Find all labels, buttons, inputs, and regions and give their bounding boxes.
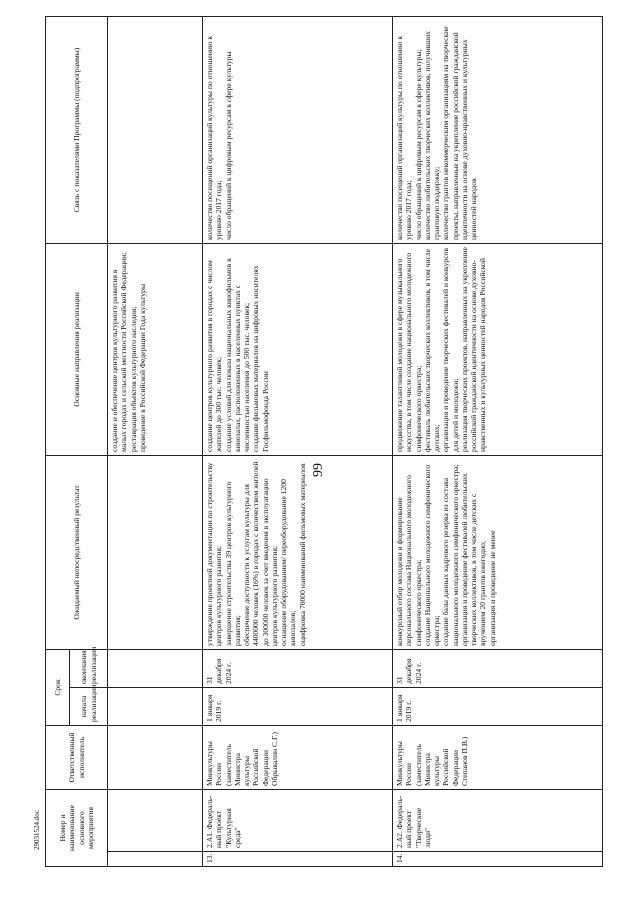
row-end: 31 декабря 2024 г. bbox=[393, 649, 603, 687]
rotated-table-sheet bbox=[45, 17, 605, 867]
direction-item: продвижение талантливой молодежи в сфере музыкального искусства, в том числе создание национального молодежного симфонического оркестра; bbox=[395, 252, 423, 452]
continued-direction-item: создание и обеспечение центров культурного развития в малых городах и сельской местности Российской Федерации; bbox=[110, 252, 129, 452]
result-item: оснащение оборудованием/ переоборудование 1200 кинозалов; bbox=[279, 479, 298, 646]
row-start: 1 января 2019 г. bbox=[393, 687, 603, 725]
program-table bbox=[45, 16, 603, 867]
result-item: организация и проведение не менее bbox=[487, 530, 497, 646]
continued-direction-item: проведение в Российской Федерации Года культуры bbox=[137, 283, 147, 452]
header-result: Ожидаемый непосредственный результат bbox=[46, 455, 108, 649]
direction-item: фестиваль любительских творческих коллективов, в том числе детских; bbox=[422, 248, 441, 452]
direction-item: создание центров культурного развития в городах с числом жителей до 300 тыс. человек; bbox=[205, 260, 224, 452]
link-item: число обращений к цифровым ресурсам в сфере культуры bbox=[223, 51, 233, 240]
row-result bbox=[203, 455, 393, 649]
header-end: окончания реализации bbox=[70, 649, 108, 687]
table-row-continued bbox=[108, 16, 203, 866]
link-item: число обращений к цифровым ресурсам в сфере культуры; bbox=[413, 49, 423, 240]
result-item: создание базы данных кадрового резерва из состава национального молодежного симфонического оркестра; bbox=[441, 464, 460, 646]
row-result bbox=[393, 455, 603, 649]
result-item: организация и проведение фестивалей любительских творческих коллективов, в том числе детских с вручением 20 грантов ежегодно; bbox=[459, 473, 488, 646]
header-link: Связь с показателями Программы (подпрограммы) bbox=[46, 16, 108, 243]
result-item: завершение строительства 39 центров культурного развития; bbox=[223, 481, 242, 646]
result-item: создание Национального молодежного симфонического оркестра; bbox=[422, 464, 441, 646]
direction-item: реализация творческих проектов, направленных на укрепление российской гражданской идентичности на основе духовно-нравственных и культурных ценностей народов Российской bbox=[459, 247, 488, 452]
header-term: Срок bbox=[46, 649, 70, 725]
header-responsible: Ответственный исполнитель bbox=[46, 725, 108, 789]
header-directions: Основные направления реализации bbox=[46, 243, 108, 455]
table-row bbox=[393, 16, 603, 866]
row-name: 2.А2. Федераль-ный проект "Творческие люди" bbox=[393, 789, 603, 851]
row-link bbox=[203, 16, 393, 243]
table-row bbox=[203, 16, 393, 866]
row-responsible: Минкультуры России (заместитель Министра культуры Российской Федерации Обрывалин С.Г.) bbox=[203, 725, 393, 789]
result-item: утверждение проектной документации по строительству центров культурного развития; bbox=[205, 462, 224, 646]
row-number: 13. bbox=[203, 852, 393, 867]
row-number: 14. bbox=[393, 852, 603, 867]
page-number: 99 bbox=[311, 463, 326, 477]
row-directions bbox=[393, 243, 603, 455]
link-item: количество любительских творческих коллективов, получивших грантовую поддержку; bbox=[422, 31, 441, 240]
header-name: Номер и наименование основного мероприятия bbox=[46, 789, 108, 866]
row-name: 2.А1. Федераль-ный проект "Культурная среда" bbox=[203, 789, 393, 851]
header-start: начала реализации bbox=[70, 687, 108, 725]
row-directions bbox=[203, 243, 393, 455]
document-id: 29031524.doc bbox=[33, 810, 41, 850]
link-item: количество посещений организаций культуры по отношению к уровню 2017 года; bbox=[395, 35, 414, 240]
direction-item: создание фильмовых материалов на цифровых носителях Госфильмофонда России bbox=[251, 265, 270, 452]
row-responsible: Минкультуры России (заместитель Министра культуры Российской Федерации Степанов П.В.) bbox=[393, 725, 603, 789]
result-item: обеспечение доступности к услугам культуры для 4400000 человек (16%) в городах с количеством жителей до 300000 человек за счет введения в эксплуатацию центров культурного развития; bbox=[242, 461, 279, 646]
direction-item: организация и проведение творческих фестивалей и конкурсов для детей и молодежи; bbox=[441, 248, 460, 452]
link-item: количество грантов некоммерческим организациям на творческие проекты, направленные на укрепление российской гражданской идентичности на основе духовно-нравственных и культурных ценностей народов bbox=[441, 26, 478, 240]
result-item: конкурсный отбор молодежи и формирование персонального состава Национального молодежного симфонического оркестра; bbox=[395, 475, 423, 646]
continued-direction-item: реставрация объектов культурного наследия; bbox=[128, 306, 138, 452]
result-item: оцифровка 70000 наименований фильмовых материалов bbox=[297, 463, 307, 646]
link-item: количество посещений организаций культуры по отношению к уровню 2017 года; bbox=[205, 35, 224, 240]
row-end: 31 декабря 2024 г. bbox=[203, 649, 393, 687]
continued-directions-cell bbox=[108, 243, 203, 455]
row-link bbox=[393, 16, 603, 243]
row-start: 1 января 2019 г. bbox=[203, 687, 393, 725]
direction-item: создание условий для показа национальных кинофильмов в кинозалах, расположенных в населенных пунктах с численностью населения до 500 тыс. человек; bbox=[223, 258, 251, 452]
